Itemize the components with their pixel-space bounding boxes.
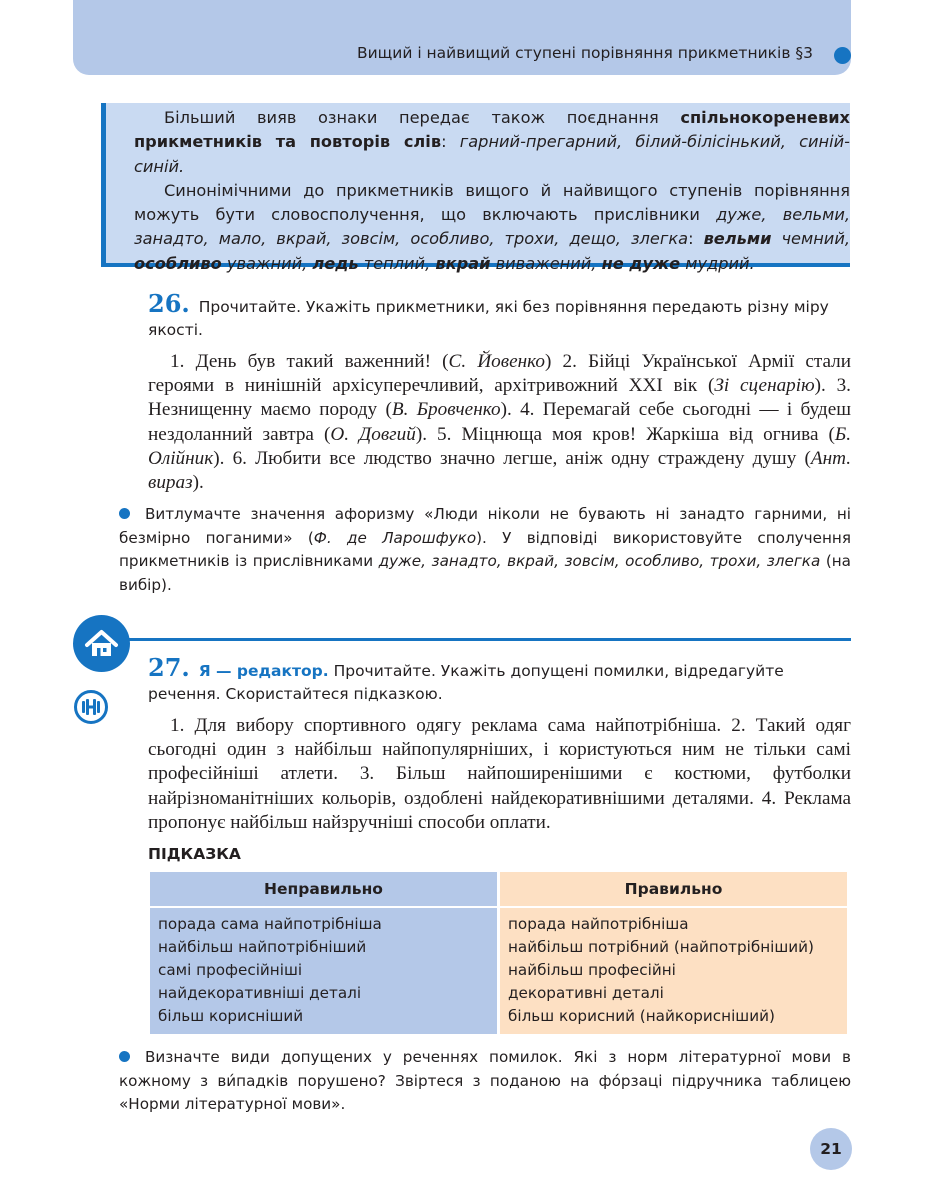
instruction-text: Прочитайте. Укажіть допущені помилки, відредагуйте речення. Скористайтеся підказкою. [148,662,784,703]
rule-bold-italic: особливо [134,253,222,273]
right-column [500,908,847,1034]
wrong-item: порада сама найпотрібніша [158,915,382,933]
sentence-text: ). 4. Перемагай себе сьогодні — і будеш нездоланний завтра ( [148,399,851,445]
right-item: більш корисний (найкорисніший) [508,1007,775,1025]
task-text: Витлумачте значення афоризму «Люди ніколи не бувають ні занадто гарними, ні безмірно поганими» ( [119,505,851,547]
rule-examples: гарний-прегарний, білий-білісінький, синій-синій. [134,132,850,176]
source-author: С. Йовенко [448,351,545,372]
source-author: О. Довгий [330,423,416,445]
header-dot-icon [834,47,851,64]
rule-text: : [441,132,460,152]
exercise-number: 27. [148,653,190,682]
sentence-text: ). [192,472,204,494]
dumbbell-icon [74,690,108,724]
right-item: найбільш потрібний (найпотрібніший) [508,938,814,956]
right-item: найбільш професійні [508,961,676,979]
rule-bold: спільнокореневих прикметників та повторів слів [134,108,850,152]
task-text: (на вибір). [119,552,851,594]
rule-italic: мудрий. [680,253,755,273]
source-author: Ант. вираз [148,447,851,494]
hint-table [147,870,850,1036]
wrong-column [150,908,497,1034]
rule-text: Більший вияв ознаки передає також поєднання [164,108,681,127]
rule-bold-italic: не дуже [601,253,681,273]
source-author: Зі сценарію [714,375,815,397]
source-author: Б. Олійник [148,423,852,469]
instruction-text: Прочитайте. Укажіть прикметники, які без порівняння передають різну міру якості. [148,298,829,339]
header-right: Правильно [500,872,847,906]
bullet-icon [119,1051,130,1062]
right-item: декоративні деталі [508,984,664,1002]
exercise-27-text: 1. Для вибору спортивного одягу реклама сама найпотрібніша. 2. Такий одяг сьогодні один з найбільш найпопулярніших, і користуються ним не тільки самі професійніші атлети. 3. Більш найпоширенішими є костюми, футболки найрізноманітніших кольорів, оздоблені найдекоративнішими деталями. 4. Реклама пропонує найбільш найзручніші способи оплати. [148,715,851,833]
page-header [73,0,851,75]
wrong-item: більш корисніший [158,1007,304,1025]
rule-italic: чемний, [771,229,850,249]
sentence-text: ). 5. Міцнюща моя кров! Жаркіша від огнива ( [415,423,835,445]
exercise-26-task [119,503,851,597]
exercise-27-instruction [148,653,851,706]
bullet-icon [119,508,130,519]
exercise-26-text [148,350,851,495]
sentence-text: ). 6. Любити все людство значно легше, аніж одну страждену душу ( [213,447,811,469]
rule-paragraph-1 [134,106,850,179]
hint-title: ПІДКАЗКА [148,845,241,863]
task-adverbs: дуже, занадто, вкрай, зовсім, особливо, трохи, злегка [378,552,821,570]
header-title: Вищий і найвищий ступені порівняння прикметників §3 [356,44,813,62]
rule-adverbs: дуже, вельми, занадто, мало, вкрай, зовсім, особливо, трохи, дещо, злегка [134,205,850,249]
rule-italic: теплий, [358,253,436,273]
wrong-item: найбільш найпотрібніший [158,938,367,956]
rule-paragraph-2 [134,179,850,276]
task-author: Ф. де Ларошфуко [313,528,477,547]
home-icon [73,615,130,672]
rule-italic: виважений, [490,253,602,273]
page-number: 21 [810,1128,852,1170]
task-text: Визначте види допущених у реченнях помилок. Які з норм літературної мови в кожному з ви́падків порушено? Звіртеся з поданою на фо́рзаці підручника таблицею «Норми літературної мови». [119,1048,851,1113]
exercise-number: 26. [148,289,190,318]
wrong-item: самі професійніші [158,961,303,979]
rule-bold-italic: ледь [312,253,359,273]
exercise-27-task [119,1046,851,1117]
sentence-text: ) 2. Бійці Української Армії стали героями в нинішній архісуперечливий, архітривожний XXI вік ( [148,351,851,397]
rule-bold-italic: вельми [703,229,772,249]
rule-bold-italic: вкрай [435,253,491,273]
rule-italic: уважний, [221,253,313,273]
header-wrong: Неправильно [150,872,497,906]
exercise-label: Я — редактор. [198,662,329,680]
rule-box [101,103,850,273]
section-divider [120,638,851,641]
rule-text: Синонімічними до прикметників вищого й найвищого ступенів порівняння можуть бути словосполучення, що включають прислівники [134,180,850,225]
wrong-item: найдекоративніші деталі [158,984,362,1002]
rule-text: : [688,229,704,249]
right-item: порада найпотрібніша [508,915,689,933]
exercise-26-instruction [148,289,851,342]
task-text: ). У відповіді використовуйте сполучення прикметників із прислівниками [119,528,851,570]
sentence-text: 1. День був такий важенний! ( [170,351,449,372]
sentence-text: ). 3. Незнищенну маємо породу ( [148,375,851,421]
source-author: В. Бровченко [391,399,501,421]
